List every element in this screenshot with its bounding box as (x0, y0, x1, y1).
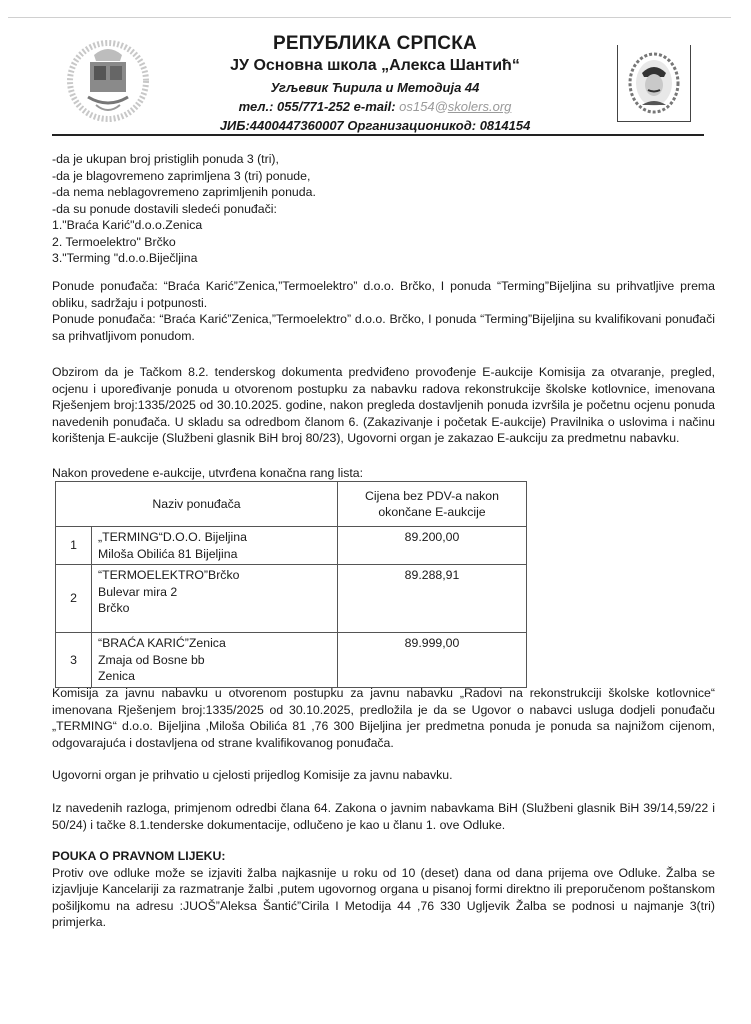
qualified-paragraph: Ponude ponuđača: “Braća Karić”Zenica,”Termoelektro” d.o.o. Brčko, I ponuda “Terming”Bijeljina su kvalifikovani ponuđači sa prihvatljivom ponudom. (52, 312, 715, 343)
eauction-paragraph: Obzirom da je Tačkom 8.2. tenderskog dokumenta predviđeno provođenje E-aukcije Komisija za otvaranje, pregled, ocjenu i upoređivanje ponuda u otvorenom postupku za nabavku radova rekonstrukcije školske kotlovnice, imenovana Rješenjem broj:1335/2025 od 30.10.2025. godine, nakon pregleda dostavljenih ponuda izvršila je početnu ocjenu ponuda navedenih ponuđača. U skladu sa odredbom članom 6. (Zakazivanje i početak E-aukcije) Pravilnika o uslovima i načinu korištenja E-aukcije (Službeni glasnik BiH broj 80/23), Ugovorni organ je zakazao E-aukciju za predmetnu nabavku. (52, 365, 715, 445)
rank-number: 3 (56, 633, 92, 688)
table-row (56, 527, 527, 565)
rank-number: 1 (56, 527, 92, 565)
registration-ids: ЈИБ:4400447360007 Организационикод: 0814154 (219, 118, 531, 133)
header-divider (52, 134, 704, 136)
bidder-item: 1."Braća Karić"d.o.o.Zenica (52, 218, 203, 232)
bidder-cell: „TERMING“D.O.O. Bijeljina Miloša Obilića 81 Bijeljina (92, 527, 338, 565)
phone-text: тел.: 055/771-252 e-mail: (238, 99, 400, 114)
legal-remedy-text: Protiv ove odluke može se izjaviti žalba najkasnije u roku od 10 (deset) dana od dana prijema ove Odluke. Žalba se izjavljuje Kancelariji za razmatranje žalbi ,putem ugovornog organa u pisanoj formi direktno ili preporučenom poštanskom pošiljkomu na adresu :JUOŠ”Aleksa Šantić”Cirila I Metodija 44 ,76 330 Ugljevik Žalba se podnosi u najmanje 3(tri) primjerka. (52, 865, 715, 929)
contact-line (160, 99, 590, 114)
rank-table (55, 481, 527, 688)
letterhead (0, 25, 751, 135)
findings-list (52, 151, 715, 267)
page-top-edge (8, 17, 731, 18)
finding-item: -da su ponude dostavili sledeći ponuđači: (52, 201, 277, 216)
finding-item: -da je ukupan broj pristiglih ponuda 3 (tri), (52, 152, 279, 166)
table-row (56, 565, 527, 633)
price-cell: 89.288,91 (338, 565, 527, 633)
table-header-row (56, 482, 527, 527)
country-title: РЕПУБЛИКА СРПСКА (273, 33, 477, 54)
bidder-cell: “TERMOELEKTRO”Brčko Bulevar mira 2 Brčko (92, 565, 338, 633)
commission-paragraph: Komisija za javnu nabavku u otvorenom postupku za javnu nabavku „Radovi na rekonstrukciji školske kotlovnice“ imenovana Rješenjem broj:1335/2025 od 30.10.2025, predložila je da se Ugovor o nabavci usluga dodjeli ponuđaču „TERMING“ d.o.o. Bijeljina ,Miloša Obilića 81 ,76 300 Bijeljina jer predmetna ponuda je ponuda sa najnižom cijenom, odgovarajuća i dostavljena od strane kvalifikovanog ponuđača. (52, 686, 715, 750)
column-header-name: Naziv ponuđača (56, 482, 338, 527)
column-header-price: Cijena bez PDV-a nakon okončane E-aukcije (338, 482, 527, 527)
email-link[interactable]: os154@skolers.org (399, 99, 512, 114)
reasons-paragraph: Iz navedenih razloga, primjenom odredbi člana 64. Zakona o javnim nabavkama BiH (Službeni glasnik BiH 39/14,59/22 i 50/24) i tačke 8.1.tenderske dokumentacije, odlučeno je kao u članu 1. ove Odluke. (52, 801, 715, 832)
accepted-paragraph: Ugovorni organ je prihvatio u cjelosti prijedlog Komisije za javnu nabavku. (52, 768, 453, 782)
finding-item: -da je blagovremeno zaprimljena 3 (tri) ponude, (52, 168, 311, 183)
bidder-item: 3."Terming "d.o.o.Biječljina (52, 251, 198, 265)
rank-number: 2 (56, 565, 92, 633)
rank-intro: Nakon provedene e-aukcije, utvrđena konačna rang lista: (52, 466, 364, 480)
price-cell: 89.999,00 (338, 633, 527, 688)
finding-item: -da nema neblagovremeno zaprimljenih ponuda. (52, 185, 316, 199)
legal-remedy-section (52, 848, 715, 931)
bidder-item: 2. Termoelektro" Brčko (52, 234, 176, 249)
evaluation-section (52, 278, 715, 344)
coat-of-arms-icon (66, 35, 150, 127)
legal-remedy-title: POUKA O PRAVNOM LIJEKU: (52, 849, 226, 863)
table-row (56, 633, 527, 688)
acceptable-paragraph: Ponude ponuđača: “Braća Karić”Zenica,”Termoelektro” d.o.o. Brčko, I ponuda “Terming”Bijeljina su prihvatljive prema obliku, sadržaju i potpunosti. (52, 279, 715, 310)
portrait-emblem-icon (617, 45, 691, 122)
school-address: Угљевик Ћирила и Методија 44 (270, 80, 480, 95)
bidder-cell: “BRAĆA KARIĆ”Zenica Zmaja od Bosne bb Zenica (92, 633, 338, 688)
school-name: ЈУ Основна школа „Алекса Шантић“ (230, 57, 520, 74)
price-cell: 89.200,00 (338, 527, 527, 565)
